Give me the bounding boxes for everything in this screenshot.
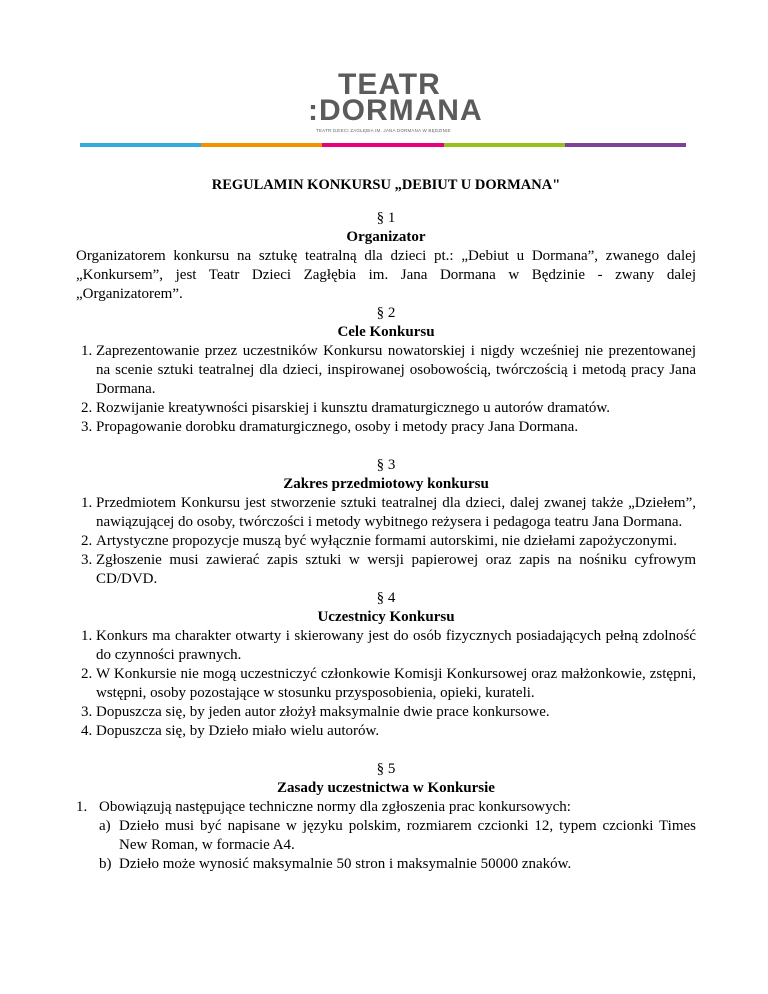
section-4: [76, 589, 696, 741]
document-body: [76, 176, 696, 874]
sub-list-item: [99, 855, 696, 874]
list-item: 4. Dopuszcza się, by Dzieło miało wielu autorów.: [96, 722, 696, 741]
header-color-bar: [80, 143, 686, 147]
section-heading: Organizator: [346, 229, 426, 245]
theatre-logo: [308, 68, 483, 133]
section-1: [76, 209, 696, 304]
sub-list-mark: a): [99, 818, 111, 834]
list-item-text: Obowiązują następujące techniczne normy dla zgłoszenia prac konkursowych:: [99, 799, 571, 815]
sub-list-item: [99, 817, 696, 855]
sub-list: [99, 817, 696, 874]
list-item: [76, 798, 696, 874]
section-heading: Zakres przedmiotowy konkursu: [283, 476, 489, 492]
list-item: 1. Zaprezentowanie przez uczestników Konkursu nowatorskiej i nigdy wcześniej nie prezentowanej na scenie sztuki teatralnej dla dzieci, inspirowanej osobowością, twórczością i metodą pracy Jana Dormana.: [96, 342, 696, 399]
section-text: Organizatorem konkursu na sztukę teatralną dla dzieci pt.: „Debiut u Dormana”, zwanego dalej „Konkursem”, jest Teatr Dzieci Zagłębia im. Jana Dormana w Będzinie - zwany dalej „Organizatorem”.: [76, 248, 696, 302]
section-number: § 3: [376, 457, 396, 473]
section-number: § 5: [376, 761, 396, 777]
color-bar-segment: [322, 143, 443, 147]
section-heading: Uczestnicy Konkursu: [317, 609, 455, 625]
sub-list-mark: b): [99, 856, 112, 872]
page-header: [0, 0, 768, 160]
list-item: 2. Artystyczne propozycje muszą być wyłącznie formami autorskimi, nie dziełami zapożyczonymi.: [96, 532, 696, 551]
list-item: 2. Rozwijanie kreatywności pisarskiej i kunsztu dramaturgicznego u autorów dramatów.: [96, 399, 696, 418]
section-5: [76, 760, 696, 874]
color-bar-segment: [80, 143, 201, 147]
list-item: 1. Konkurs ma charakter otwarty i skierowany jest do osób fizycznych posiadających pełną zdolność do czynności prawnych.: [96, 627, 696, 665]
sub-list-text: Dzieło może wynosić maksymalnie 50 stron i maksymalnie 50000 znaków.: [119, 856, 572, 872]
section-heading: Zasady uczestnictwa w Konkursie: [277, 780, 495, 796]
section-3: [76, 456, 696, 589]
section-number: § 1: [376, 210, 396, 226]
list-item: 3. Dopuszcza się, by jeden autor złożył maksymalnie dwie prace konkursowe.: [96, 703, 696, 722]
section-number: § 2: [376, 305, 396, 321]
sub-list-text: Dzieło musi być napisane w języku polskim, rozmiarem czcionki 12, typem czcionki Times New Roman, w formacie A4.: [119, 818, 696, 853]
section-heading: Cele Konkursu: [337, 324, 435, 340]
color-bar-segment: [201, 143, 322, 147]
list-number: 1.: [76, 799, 88, 815]
logo-line-2: :DORMANA: [308, 94, 483, 127]
list-item: 3. Propagowanie dorobku dramaturgicznego, osoby i metody pracy Jana Dormana.: [96, 418, 696, 437]
color-bar-segment: [444, 143, 565, 147]
document-title: REGULAMIN KONKURSU „DEBIUT U DORMANA": [211, 177, 561, 193]
logo-line-1: TEATR: [338, 68, 441, 101]
logo-subtitle: TEATR DZIECI ZAGŁĘBIA IM. JANA DORMANA W BĘDZINIE: [316, 128, 451, 133]
color-bar-segment: [565, 143, 686, 147]
list-item: 2. W Konkursie nie mogą uczestniczyć członkowie Komisji Konkursowej oraz małżonkowie, zstępni, wstępni, osoby pozostające w stosunku przysposobienia, opieki, kurateli.: [96, 665, 696, 703]
section-number: § 4: [376, 590, 396, 606]
section-list: [76, 494, 696, 589]
section-2: [76, 304, 696, 437]
list-item: 1. Przedmiotem Konkursu jest stworzenie sztuki teatralnej dla dzieci, dalej zwanej także „Dziełem”, nawiązującej do osoby, twórczości i metody wybitnego reżysera i pedagoga teatru Jana Dormana.: [96, 494, 696, 532]
section-list: [76, 342, 696, 437]
section-list: [76, 627, 696, 741]
list-item: 3. Zgłoszenie musi zawierać zapis sztuki w wersji papierowej oraz zapis na nośniku cyfrowym CD/DVD.: [96, 551, 696, 589]
